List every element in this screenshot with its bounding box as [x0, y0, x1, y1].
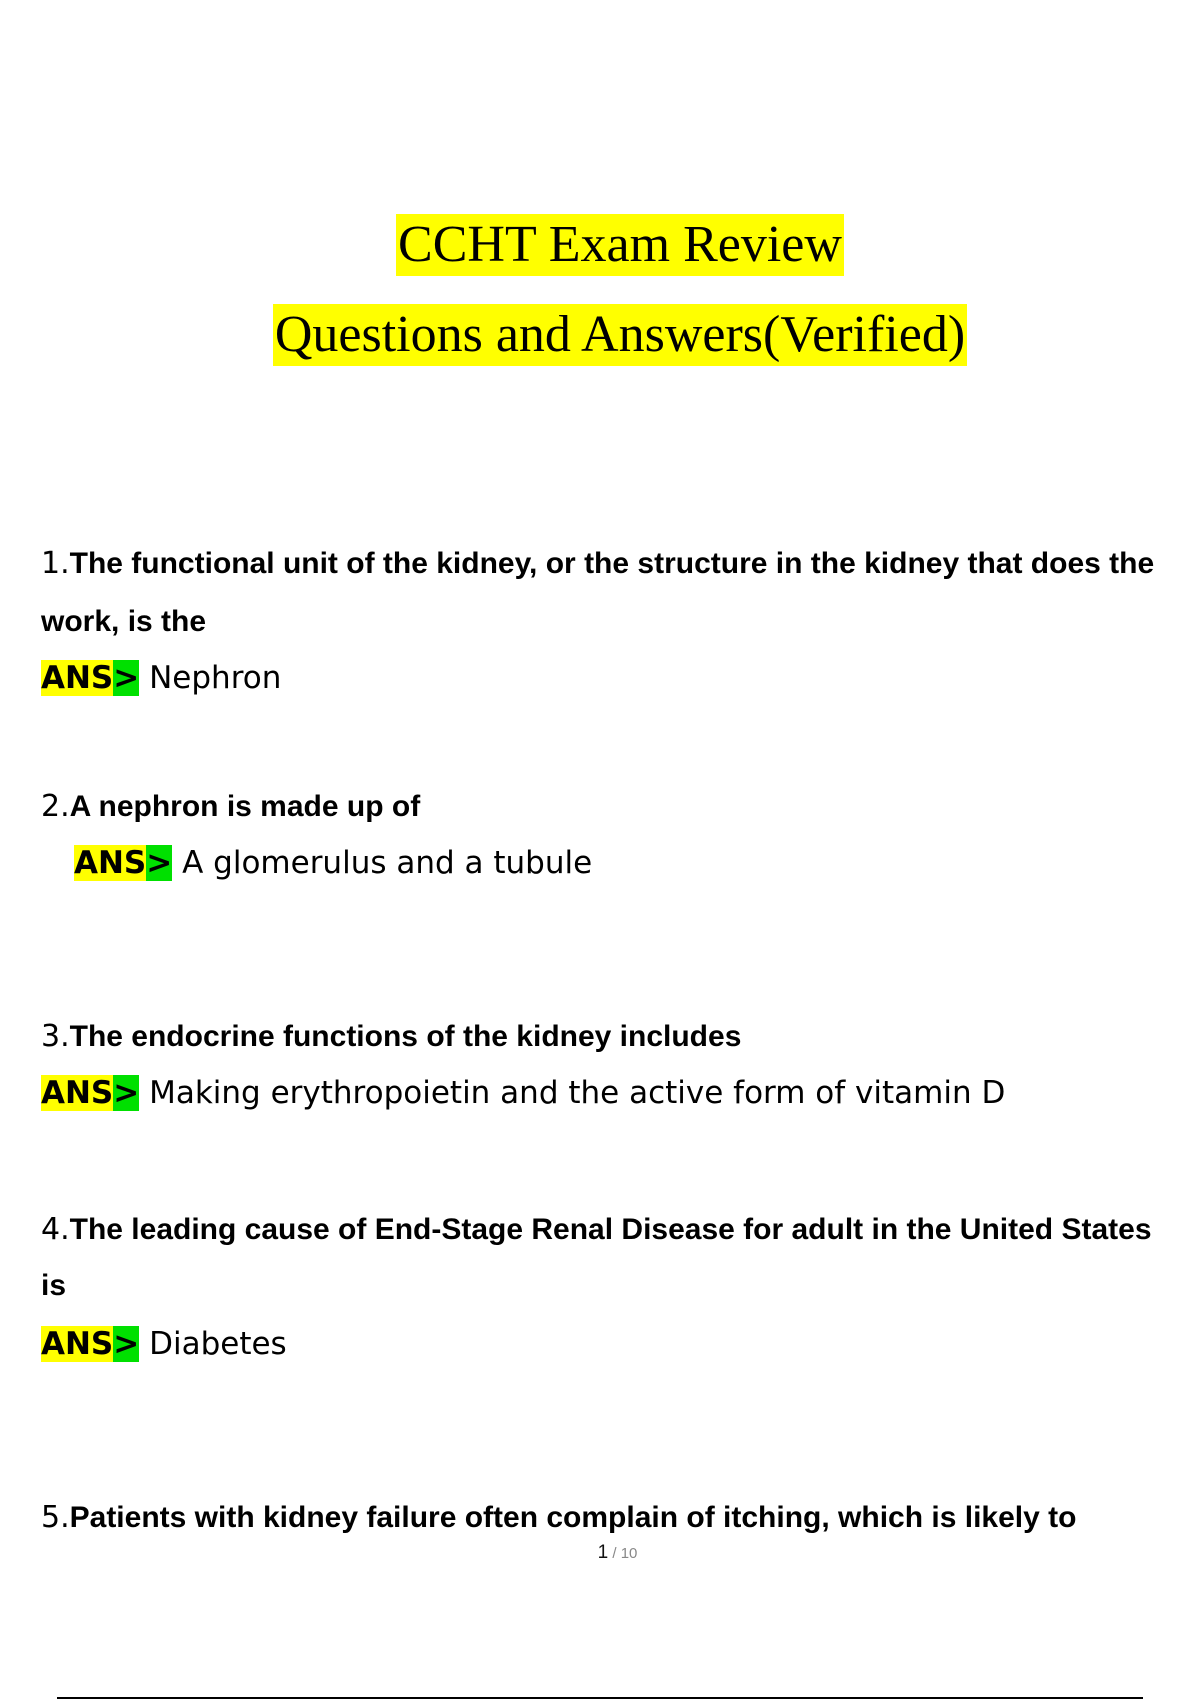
question-number: 2. [41, 789, 70, 824]
document-title [0, 214, 1200, 366]
current-page: 1 [597, 1542, 609, 1563]
title-line-2: Questions and Answers(Verified) [273, 304, 967, 366]
answer-text: Diabetes [139, 1326, 287, 1362]
question-4 [41, 1202, 1161, 1314]
answer-4 [41, 1324, 1161, 1364]
answer-1 [41, 658, 1161, 698]
question-text: The functional unit of the kidney, or the structure in the kidney that does the work, is the [41, 547, 1155, 638]
question-text: A nephron is made up of [69, 790, 421, 823]
question-text: The leading cause of End-Stage Renal Disease for adult in the United States is [41, 1213, 1152, 1302]
answer-text: A glomerulus and a tubule [172, 845, 593, 881]
answer-3 [41, 1073, 1161, 1113]
question-1 [41, 535, 1161, 651]
question-2 [41, 778, 1161, 836]
ans-tag: ANS> [41, 1075, 140, 1111]
question-number: 1. [41, 546, 70, 581]
bottom-divider [57, 1697, 1143, 1699]
answer-text: Nephron [139, 660, 282, 696]
question-text: Patients with kidney failure often complain of itching, which is likely to [69, 1501, 1077, 1534]
question-3 [41, 1008, 1161, 1066]
answer-2 [74, 843, 1194, 883]
page-number [0, 1542, 1200, 1564]
question-number: 4. [41, 1212, 70, 1247]
answer-text: Making erythropoietin and the active form of vitamin D [139, 1075, 1006, 1111]
ans-tag: ANS> [74, 845, 173, 881]
ans-tag: ANS> [41, 1326, 140, 1362]
question-text: The endocrine functions of the kidney includes [69, 1020, 742, 1053]
question-number: 3. [41, 1019, 70, 1054]
title-line-1: CCHT Exam Review [396, 214, 844, 276]
total-pages: / 10 [608, 1545, 638, 1562]
question-5 [41, 1489, 1191, 1547]
question-number: 5. [41, 1500, 70, 1535]
ans-tag: ANS> [41, 660, 140, 696]
